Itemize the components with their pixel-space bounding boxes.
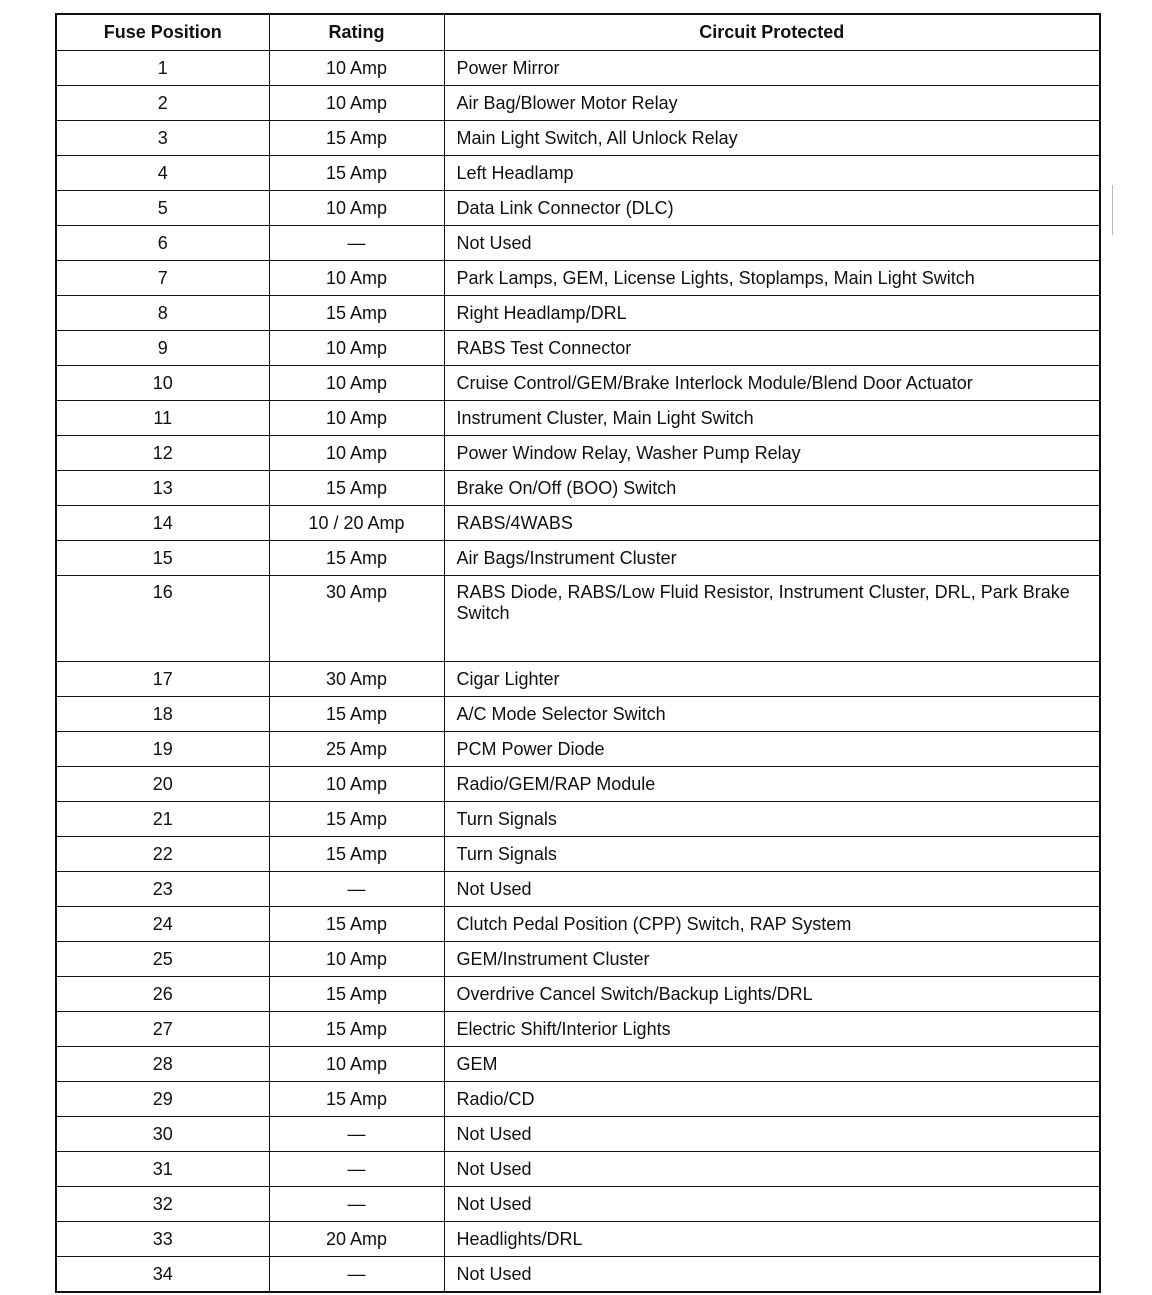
table-row xyxy=(56,1082,1100,1117)
rating-cell: 10 Amp xyxy=(269,767,444,802)
table-row xyxy=(56,226,1100,261)
table-row xyxy=(56,401,1100,436)
fuse-position-cell: 16 xyxy=(56,576,269,662)
table-row xyxy=(56,541,1100,576)
rating-cell: — xyxy=(269,226,444,261)
fuse-position-cell: 32 xyxy=(56,1187,269,1222)
circuit-cell: GEM/Instrument Cluster xyxy=(444,942,1100,977)
rating-cell: 30 Amp xyxy=(269,662,444,697)
circuit-cell: Turn Signals xyxy=(444,837,1100,872)
table-row xyxy=(56,1012,1100,1047)
rating-cell: — xyxy=(269,872,444,907)
table-row xyxy=(56,907,1100,942)
circuit-cell: Not Used xyxy=(444,226,1100,261)
rating-cell: 15 Amp xyxy=(269,156,444,191)
fuse-position-cell: 15 xyxy=(56,541,269,576)
table-row xyxy=(56,366,1100,401)
fuse-position-cell: 31 xyxy=(56,1152,269,1187)
header-circuit-protected: Circuit Protected xyxy=(444,14,1100,51)
fuse-position-cell: 23 xyxy=(56,872,269,907)
circuit-cell: Power Window Relay, Washer Pump Relay xyxy=(444,436,1100,471)
circuit-cell: Cigar Lighter xyxy=(444,662,1100,697)
fuse-position-cell: 22 xyxy=(56,837,269,872)
rating-cell: 30 Amp xyxy=(269,576,444,662)
circuit-cell: Clutch Pedal Position (CPP) Switch, RAP System xyxy=(444,907,1100,942)
fuse-position-cell: 27 xyxy=(56,1012,269,1047)
circuit-cell: Park Lamps, GEM, License Lights, Stoplamps, Main Light Switch xyxy=(444,261,1100,296)
table-row xyxy=(56,1187,1100,1222)
table-row xyxy=(56,767,1100,802)
fuse-table xyxy=(55,13,1101,1293)
fuse-position-cell: 17 xyxy=(56,662,269,697)
circuit-cell: Not Used xyxy=(444,1117,1100,1152)
rating-cell: 25 Amp xyxy=(269,732,444,767)
rating-cell: — xyxy=(269,1257,444,1293)
table-row xyxy=(56,261,1100,296)
fuse-position-cell: 21 xyxy=(56,802,269,837)
rating-cell: — xyxy=(269,1152,444,1187)
rating-cell: 15 Amp xyxy=(269,541,444,576)
table-row xyxy=(56,1047,1100,1082)
fuse-position-cell: 30 xyxy=(56,1117,269,1152)
circuit-cell: Not Used xyxy=(444,1187,1100,1222)
rating-cell: 10 Amp xyxy=(269,942,444,977)
rating-cell: 15 Amp xyxy=(269,1082,444,1117)
table-row xyxy=(56,662,1100,697)
rating-cell: 10 Amp xyxy=(269,191,444,226)
table-row xyxy=(56,837,1100,872)
rating-cell: 10 Amp xyxy=(269,401,444,436)
circuit-cell: Power Mirror xyxy=(444,51,1100,86)
circuit-cell: Not Used xyxy=(444,1257,1100,1293)
circuit-cell: Right Headlamp/DRL xyxy=(444,296,1100,331)
table-row xyxy=(56,802,1100,837)
table-row xyxy=(56,576,1100,662)
fuse-position-cell: 26 xyxy=(56,977,269,1012)
table-row xyxy=(56,296,1100,331)
fuse-position-cell: 4 xyxy=(56,156,269,191)
table-row xyxy=(56,506,1100,541)
header-rating: Rating xyxy=(269,14,444,51)
table-row xyxy=(56,191,1100,226)
circuit-cell: Electric Shift/Interior Lights xyxy=(444,1012,1100,1047)
rating-cell: 10 Amp xyxy=(269,1047,444,1082)
circuit-cell: Cruise Control/GEM/Brake Interlock Module/Blend Door Actuator xyxy=(444,366,1100,401)
rating-cell: 15 Amp xyxy=(269,121,444,156)
rating-cell: 10 Amp xyxy=(269,51,444,86)
table-row xyxy=(56,977,1100,1012)
fuse-position-cell: 10 xyxy=(56,366,269,401)
fuse-position-cell: 13 xyxy=(56,471,269,506)
circuit-cell: Left Headlamp xyxy=(444,156,1100,191)
circuit-cell: PCM Power Diode xyxy=(444,732,1100,767)
rating-cell: 10 Amp xyxy=(269,331,444,366)
circuit-cell: Turn Signals xyxy=(444,802,1100,837)
table-row xyxy=(56,872,1100,907)
fuse-position-cell: 8 xyxy=(56,296,269,331)
fuse-position-cell: 5 xyxy=(56,191,269,226)
rating-cell: — xyxy=(269,1117,444,1152)
circuit-cell: RABS/4WABS xyxy=(444,506,1100,541)
fuse-position-cell: 19 xyxy=(56,732,269,767)
fuse-position-cell: 1 xyxy=(56,51,269,86)
circuit-cell: RABS Test Connector xyxy=(444,331,1100,366)
fuse-position-cell: 14 xyxy=(56,506,269,541)
circuit-cell: Data Link Connector (DLC) xyxy=(444,191,1100,226)
rating-cell: 10 Amp xyxy=(269,261,444,296)
circuit-cell: Air Bags/Instrument Cluster xyxy=(444,541,1100,576)
rating-cell: — xyxy=(269,1187,444,1222)
rating-cell: 15 Amp xyxy=(269,837,444,872)
table-row xyxy=(56,331,1100,366)
rating-cell: 15 Amp xyxy=(269,296,444,331)
circuit-cell: GEM xyxy=(444,1047,1100,1082)
table-row xyxy=(56,121,1100,156)
rating-cell: 10 Amp xyxy=(269,366,444,401)
fuse-position-cell: 6 xyxy=(56,226,269,261)
fuse-position-cell: 12 xyxy=(56,436,269,471)
fuse-position-cell: 34 xyxy=(56,1257,269,1293)
rating-cell: 15 Amp xyxy=(269,471,444,506)
fuse-position-cell: 9 xyxy=(56,331,269,366)
circuit-cell: Overdrive Cancel Switch/Backup Lights/DRL xyxy=(444,977,1100,1012)
circuit-cell: Radio/CD xyxy=(444,1082,1100,1117)
rating-cell: 15 Amp xyxy=(269,977,444,1012)
table-row xyxy=(56,1117,1100,1152)
table-row xyxy=(56,697,1100,732)
rating-cell: 20 Amp xyxy=(269,1222,444,1257)
table-row xyxy=(56,942,1100,977)
circuit-cell: Radio/GEM/RAP Module xyxy=(444,767,1100,802)
circuit-cell: Instrument Cluster, Main Light Switch xyxy=(444,401,1100,436)
rating-cell: 10 / 20 Amp xyxy=(269,506,444,541)
scan-mark xyxy=(1112,185,1113,235)
fuse-position-cell: 18 xyxy=(56,697,269,732)
fuse-position-cell: 29 xyxy=(56,1082,269,1117)
circuit-cell: Air Bag/Blower Motor Relay xyxy=(444,86,1100,121)
circuit-cell: Main Light Switch, All Unlock Relay xyxy=(444,121,1100,156)
fuse-position-cell: 11 xyxy=(56,401,269,436)
circuit-cell: RABS Diode, RABS/Low Fluid Resistor, Instrument Cluster, DRL, Park Brake Switch xyxy=(444,576,1100,662)
table-row xyxy=(56,471,1100,506)
table-row xyxy=(56,732,1100,767)
fuse-position-cell: 3 xyxy=(56,121,269,156)
fuse-position-cell: 28 xyxy=(56,1047,269,1082)
table-row xyxy=(56,1152,1100,1187)
table-row xyxy=(56,1257,1100,1293)
fuse-position-cell: 7 xyxy=(56,261,269,296)
circuit-cell: A/C Mode Selector Switch xyxy=(444,697,1100,732)
table-row xyxy=(56,1222,1100,1257)
rating-cell: 10 Amp xyxy=(269,436,444,471)
table-row xyxy=(56,51,1100,86)
rating-cell: 15 Amp xyxy=(269,802,444,837)
rating-cell: 15 Amp xyxy=(269,1012,444,1047)
circuit-cell: Brake On/Off (BOO) Switch xyxy=(444,471,1100,506)
table-row xyxy=(56,436,1100,471)
header-row xyxy=(56,14,1100,51)
header-fuse-position: Fuse Position xyxy=(56,14,269,51)
fuse-position-cell: 33 xyxy=(56,1222,269,1257)
fuse-position-cell: 25 xyxy=(56,942,269,977)
circuit-cell: Not Used xyxy=(444,1152,1100,1187)
circuit-cell: Headlights/DRL xyxy=(444,1222,1100,1257)
fuse-position-cell: 20 xyxy=(56,767,269,802)
table-row xyxy=(56,86,1100,121)
rating-cell: 15 Amp xyxy=(269,907,444,942)
fuse-position-cell: 2 xyxy=(56,86,269,121)
circuit-cell: Not Used xyxy=(444,872,1100,907)
fuse-position-cell: 24 xyxy=(56,907,269,942)
rating-cell: 10 Amp xyxy=(269,86,444,121)
rating-cell: 15 Amp xyxy=(269,697,444,732)
table-row xyxy=(56,156,1100,191)
